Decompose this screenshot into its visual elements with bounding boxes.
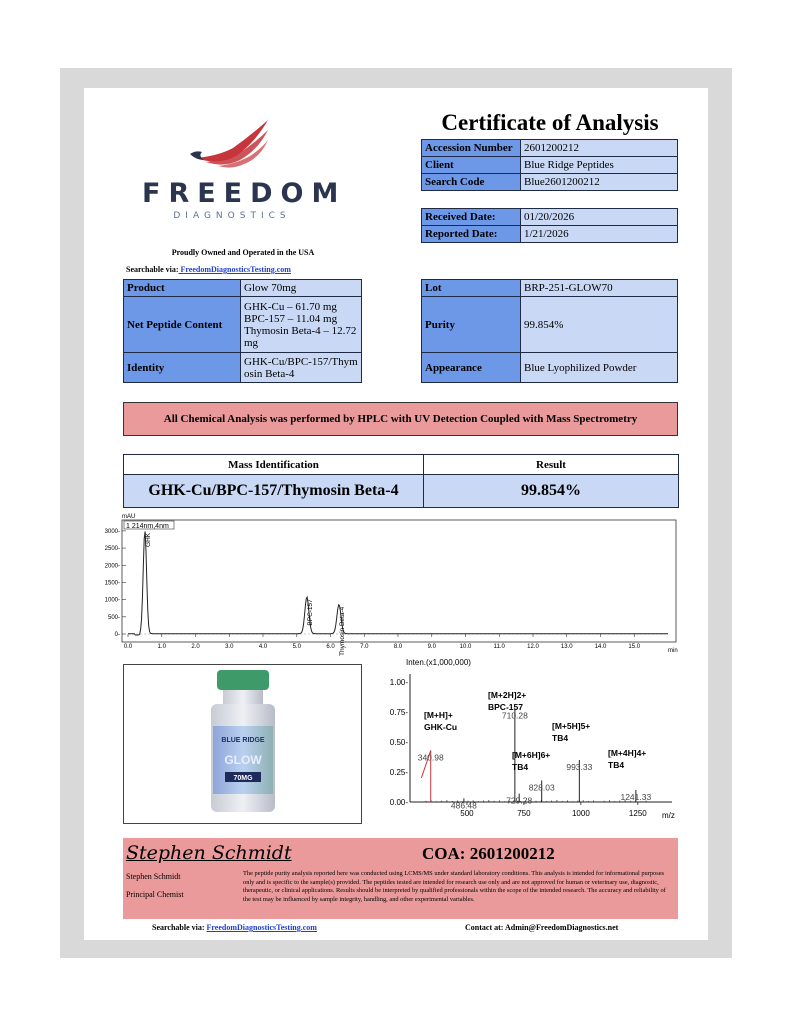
page-title: Certificate of Analysis [441, 110, 659, 135]
hplc-y-tick-label: 3000- [104, 528, 120, 535]
ms-peak-label: 340.98 [417, 752, 444, 763]
ms-annotation: [M+4H]4+ [608, 748, 647, 758]
vial-dose: 70MG [233, 775, 253, 782]
searchable-label: Searchable via: [126, 265, 179, 274]
vial-photo [205, 668, 281, 818]
ms-y-tick-label: 0.00- [389, 798, 408, 807]
ms-annotation: TB4 [608, 760, 625, 770]
table-row [124, 475, 679, 508]
signer-role: Principal Chemist [126, 890, 184, 899]
ms-annotation: BPC-157 [488, 702, 523, 712]
ms-annotation: [M+5H]5+ [552, 721, 591, 731]
client-value: Blue Ridge Peptides [521, 157, 678, 174]
hplc-x-tick-label: 15.0 [628, 644, 641, 650]
footer-searchable-label: Searchable via: [152, 923, 205, 932]
disclaimer: The peptide purity analysis reported here was conducted using LCMS/MS under standard laboratory conditions. This analysis is intended for informational purposes only and is specific to the sample(s) provided. The peptides tested are intended for research use only and are not approved for human or veterinary use, diagnostic, therapeutic, or clinical applications. Results should be interpreted by qualified professionals within the scope of the intended research. The accuracy and reliability of the test may be influenced by sample integrity, handling, and other experimental variables. [243, 870, 666, 903]
hplc-x-tick-label: 8.0 [393, 644, 403, 650]
ms-peak-label: 486.48 [450, 800, 477, 811]
table-header-row [124, 455, 679, 475]
table-row [124, 353, 362, 383]
vial-brand: BLUE RIDGE [221, 737, 265, 744]
product-value: Glow 70mg [241, 280, 362, 297]
hplc-x-tick-label: 2.0 [191, 644, 200, 650]
hplc-y-tick-label: 500- [107, 614, 120, 621]
hplc-chromatogram [104, 512, 680, 656]
result-value: 99.854% [424, 475, 679, 508]
hplc-x-tick-label: 13.0 [560, 644, 573, 650]
reported-date-label: Reported Date: [422, 226, 521, 243]
footer-searchable-link[interactable]: FreedomDiagnosticsTesting.com [206, 923, 317, 932]
accession-table [421, 139, 678, 191]
mass-identification-header: Mass Identification [124, 455, 424, 475]
ms-y-tick-label: 0.25- [389, 768, 408, 777]
analysis-banner: All Chemical Analysis was performed by HPLC with UV Detection Coupled with Mass Spectrometry [123, 402, 678, 436]
identity-line: osin Beta-4 [244, 367, 295, 380]
ms-xlabel: m/z [662, 811, 675, 820]
mass-identification-table [123, 454, 679, 508]
searchable-via [126, 265, 291, 274]
identity-label: Identity [124, 353, 241, 383]
hplc-peak-label: Thymosin Beta-4 [338, 606, 346, 656]
ms-y-tick-label: 0.75- [389, 708, 408, 717]
hplc-y-tick-label: 1500- [104, 580, 120, 587]
net-peptide-label: Net Peptide Content [124, 297, 241, 353]
ms-y-tick-label: 1.00- [389, 678, 408, 687]
received-date-label: Received Date: [422, 209, 521, 226]
purity-label: Purity [422, 297, 521, 353]
reported-date-value: 1/21/2026 [521, 226, 678, 243]
footer-contact: Contact at: Admin@FreedomDiagnostics.net [465, 923, 619, 932]
table-row [124, 297, 362, 353]
signer-name: Stephen Schmidt [126, 872, 181, 881]
client-label: Client [422, 157, 521, 174]
ms-annotation: GHK-Cu [424, 722, 458, 732]
brand-subtitle: DIAGNOSTICS [173, 211, 291, 221]
ms-x-tick-label: 1250 [628, 809, 647, 818]
ms-annotation: [M+H]+ [424, 710, 453, 720]
hplc-xlabel: min [668, 648, 678, 654]
hplc-x-tick-label: 10.0 [459, 644, 472, 650]
table-row [422, 209, 678, 226]
table-row [124, 280, 362, 297]
ms-x-tick-label: 750 [517, 809, 531, 818]
hplc-x-tick-label: 6.0 [326, 644, 335, 650]
footer-searchable [152, 923, 317, 932]
hplc-peak-label: BPC-157 [306, 599, 314, 626]
content-line: BPC-157 – 11.04 mg [244, 312, 338, 325]
dates-table [421, 208, 678, 243]
ms-annotation: [M+6H]6+ [512, 750, 551, 760]
ms-ylabel: Inten.(x1,000,000) [406, 658, 471, 667]
hplc-y-tick-label: 1000- [104, 597, 120, 604]
table-row [422, 353, 678, 383]
lot-label: Lot [422, 280, 521, 297]
mass-identification-value: GHK-Cu/BPC-157/Thymosin Beta-4 [124, 475, 424, 508]
hplc-peak-label: GHK [144, 532, 152, 547]
hplc-ylabel: mAU [122, 514, 136, 520]
signature-script: Stephen Schmidt [126, 842, 292, 864]
search-code-label: Search Code [422, 174, 521, 191]
hplc-x-tick-label: 11.0 [493, 644, 505, 650]
ms-peak-label: 710.28 [501, 710, 528, 721]
ms-peak-label: 993.33 [566, 762, 593, 772]
ms-annotation: TB4 [552, 733, 569, 743]
result-header: Result [424, 455, 679, 475]
tagline: Proudly Owned and Operated in the USA [171, 248, 315, 257]
hplc-x-tick-label: 4.0 [258, 644, 268, 650]
appearance-value: Blue Lyophilized Powder [521, 353, 678, 383]
vial-product: GLOW [224, 753, 262, 767]
hplc-y-tick-label: 2500- [104, 546, 120, 553]
table-row [422, 174, 678, 191]
hplc-x-tick-label: 7.0 [360, 644, 369, 650]
searchable-link[interactable]: FreedomDiagnosticsTesting.com [178, 265, 291, 274]
ms-y-tick-label: 0.50- [389, 738, 408, 747]
identity-line: GHK-Cu/BPC-157/Thym [244, 355, 358, 368]
ms-peak-label: 1241.33 [620, 792, 652, 802]
lot-value: BRP-251-GLOW70 [521, 280, 678, 297]
hplc-x-tick-label: 1.0 [157, 644, 166, 650]
vial-cap-icon [217, 670, 269, 690]
ms-x-tick-label: 1000 [571, 809, 590, 818]
content-line: GHK-Cu – 61.70 mg [244, 300, 337, 313]
ms-peak-label: 729.28 [506, 795, 533, 806]
hplc-trace-line [128, 531, 668, 635]
product-table [123, 279, 362, 383]
hplc-legend: 1 214nm,4nm [126, 523, 169, 530]
hplc-x-tick-label: 3.0 [225, 644, 234, 650]
hplc-plot-frame [122, 520, 676, 642]
mass-spectrum [382, 656, 682, 826]
table-row [422, 280, 678, 297]
hplc-y-tick-label: 0- [114, 632, 120, 638]
hplc-x-tick-label: 9.0 [427, 644, 436, 650]
coa-number: COA: 2601200212 [422, 844, 555, 863]
accession-value: 2601200212 [521, 140, 678, 157]
appearance-label: Appearance [422, 353, 521, 383]
ms-x-tick-label: 500 [460, 809, 474, 818]
hplc-x-tick-label: 5.0 [292, 644, 301, 650]
table-row [422, 157, 678, 174]
ms-peak-label: 828.03 [528, 782, 555, 793]
net-peptide-value [241, 297, 362, 353]
hplc-x-tick-label: 12.0 [527, 644, 539, 650]
content-line: Thymosin Beta-4 – 12.72 [244, 324, 357, 337]
received-date-value: 01/20/2026 [521, 209, 678, 226]
purity-value: 99.854% [521, 297, 678, 353]
product-label: Product [124, 280, 241, 297]
identity-value [241, 353, 362, 383]
hplc-x-tick-label: 14.0 [594, 644, 607, 650]
eagle-logo-icon [188, 118, 272, 172]
ms-annotation: [M+2H]2+ [488, 690, 527, 700]
table-row [422, 140, 678, 157]
accession-label: Accession Number [422, 140, 521, 157]
hplc-x-tick-label: 0.0 [123, 644, 133, 650]
content-line: mg [244, 336, 259, 349]
table-row [422, 297, 678, 353]
ms-annotation: TB4 [512, 762, 529, 772]
search-code-value: Blue2601200212 [521, 174, 678, 191]
table-row [422, 226, 678, 243]
hplc-y-tick-label: 2000- [104, 563, 120, 570]
lot-table [421, 279, 678, 383]
brand-name: FREEDOM [142, 178, 347, 209]
